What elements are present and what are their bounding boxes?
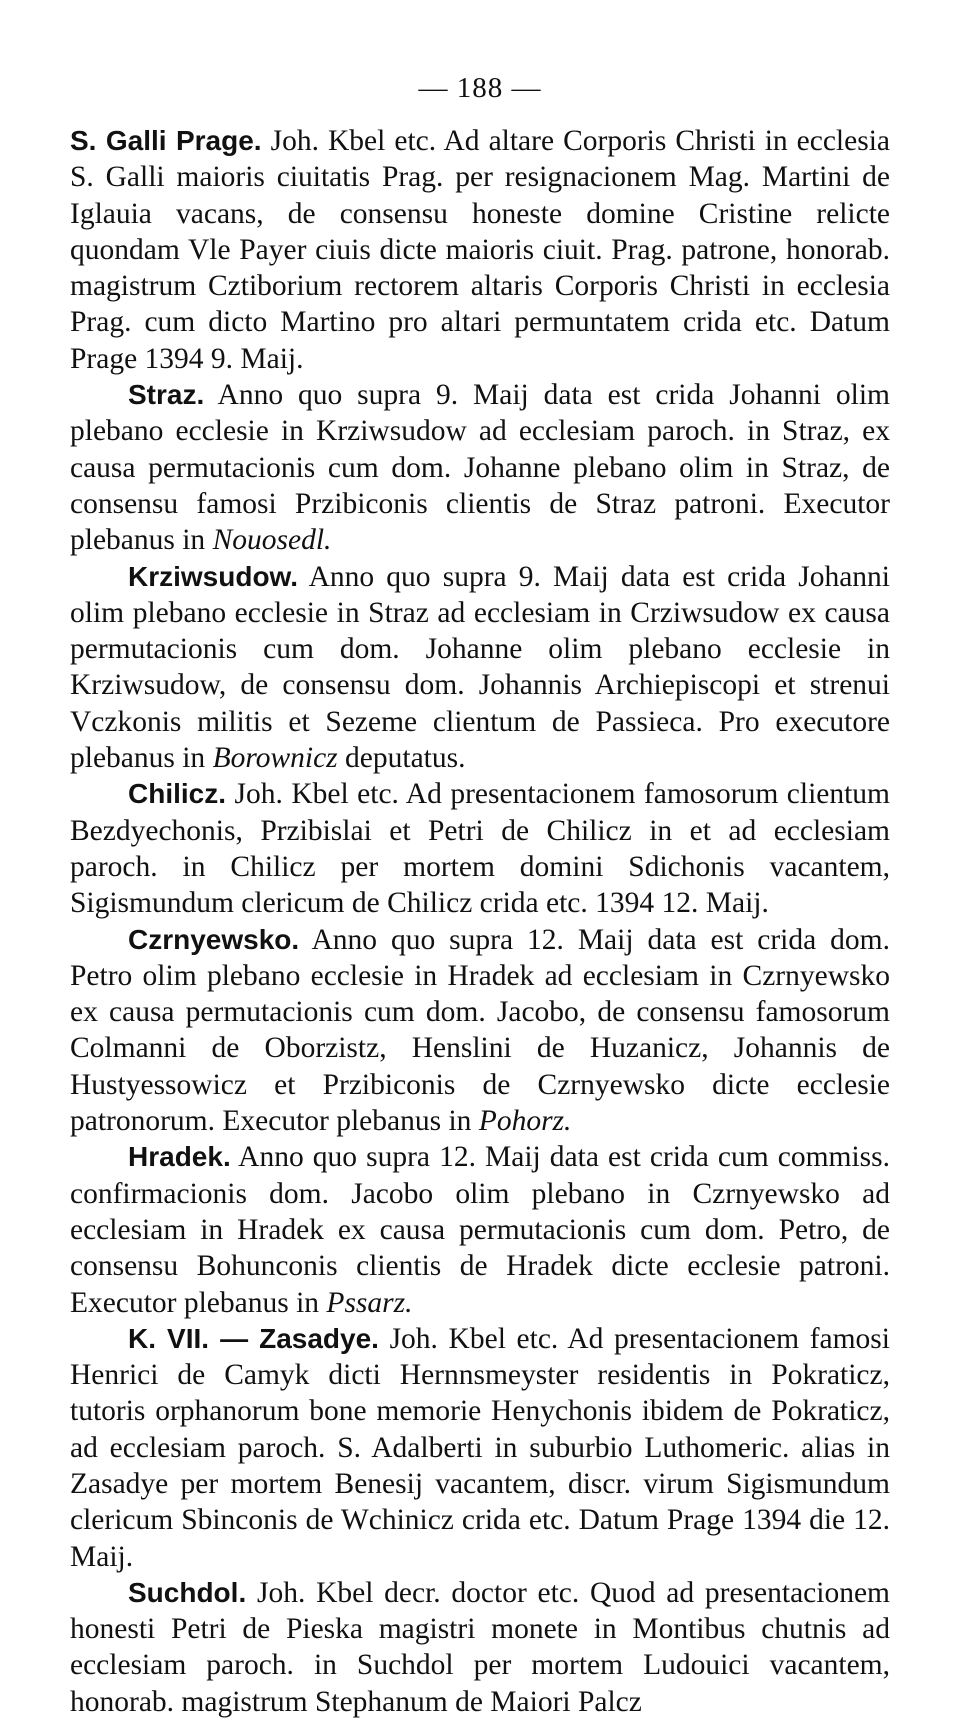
entry-place-name: Borownicz [212,742,338,775]
entry-text: Joh. Kbel etc. Ad altare Corporis Christi in ecclesia S. Galli maioris ciuitatis Prag. per resignacionem Mag. Martini de Iglauia vacans, de consensu honeste domine Cristine relicte quondam Vle Payer ciuis dicte maioris ciuit. Prag. patrone, honorab. magistrum Cztiborium rectorem altaris Corporis Christi in ecclesia Prag. cum dicto Martino pro altari permuntatem crida etc. Datum Prage 1394 9. Maij. [70,125,890,375]
entry-place-name: Pohorz. [478,1105,572,1138]
entry-heading: Krziwsudow. [128,560,299,592]
entry-heading: Czrnyewsko. [128,923,300,955]
entry-paragraph [70,776,890,921]
entry-paragraph [70,123,890,377]
entry-paragraph [70,559,890,777]
entry-heading: Hradek. [128,1141,231,1173]
entry-heading: Chilicz. [128,778,227,810]
entry-heading: Straz. [128,379,205,411]
entry-text: Anno quo supra 12. Maij data est crida cum commiss. confirmacionis dom. Jacobo olim plebano in Czrnyewsko ad ecclesiam in Hradek ex causa permutacionis cum dom. Petro, de consensu Bohunconis clientis de Hradek dicte ecclesie patroni. Executor plebanus in [70,1141,890,1319]
entry-text: Anno quo supra 9. Maij data est crida Johanni olim plebano ecclesie in Straz ad ecclesiam in Crziwsudow ex causa permutacionis cum dom. Johanne olim plebano ecclesie in Krziwsudow, de consensu dom. Johannis Archiepiscopi et strenui Vczkonis militis et Sezeme clientum de Passieca. Pro executore plebanus in [70,560,890,775]
entry-heading: Suchdol. [128,1576,247,1608]
entry-paragraph [70,922,890,1140]
page-number: — 188 — [418,72,542,104]
entry-place-name: Nouosedl. [212,524,332,557]
entry-paragraph [70,1575,890,1720]
entry-paragraph [70,377,890,558]
entry-text: Joh. Kbel decr. doctor etc. Quod ad presentacionem honesti Petri de Pieska magistri monete in Montibus chutnis ad ecclesiam paroch. in Suchdol per mortem Ludouici vacantem, honorab. magistrum Stephanum de Maiori Palcz [70,1576,890,1718]
entry-paragraph [70,1139,890,1320]
entry-place-name: Pssarz. [326,1286,413,1319]
entry-paragraph [70,1321,890,1575]
entry-heading: S. Galli Prage. [70,125,262,156]
entry-text-end: deputatus. [337,742,466,775]
entry-text: Joh. Kbel etc. Ad presentacionem famosorum clientum Bezdyechonis, Przibislai et Petri de Chilicz in et ad ecclesiam paroch. in Chilicz per mortem domini Sdichonis vacantem, Sigismundum clericum de Chilicz crida etc. 1394 12. Maij. [70,778,890,920]
book-page [70,72,890,1720]
entry-heading: K. VII. — Zasadye. [128,1322,379,1354]
page-body [70,123,890,1720]
entry-text: Joh. Kbel etc. Ad presentacionem famosi Henrici de Camyk dicti Hernnsmeyster residentis in Pokraticz, tutoris orphanorum bone memorie Henychonis ibidem de Pokraticz, ad ecclesiam paroch. S. Adalberti in suburbio Luthomeric. alias in Zasadye per mortem Benesij vacantem, discr. virum Sigismundum clericum Sbinconis de Wchinicz crida etc. Datum Prage 1394 die 12. Maij. [70,1322,890,1573]
entry-text: Anno quo supra 12. Maij data est crida dom. Petro olim plebano ecclesie in Hradek ad ecclesiam in Czrnyewsko ex causa permutacionis cum dom. Jacobo, de consensu famosorum Colmanni de Oborzistz, Henslini de Huzanicz, Johannis de Hustyessowicz et Przibiconis de Czrnyewsko dicte ecclesie patronorum. Executor plebanus in [70,923,890,1138]
entry-text: Anno quo supra 9. Maij data est crida Johanni olim plebano ecclesie in Krziwsudow ad ecclesiam paroch. in Straz, ex causa permutacionis cum dom. Johanne plebano olim in Straz, de consensu famosi Przibiconis clientis de Straz patroni. Executor plebanus in [70,379,890,557]
